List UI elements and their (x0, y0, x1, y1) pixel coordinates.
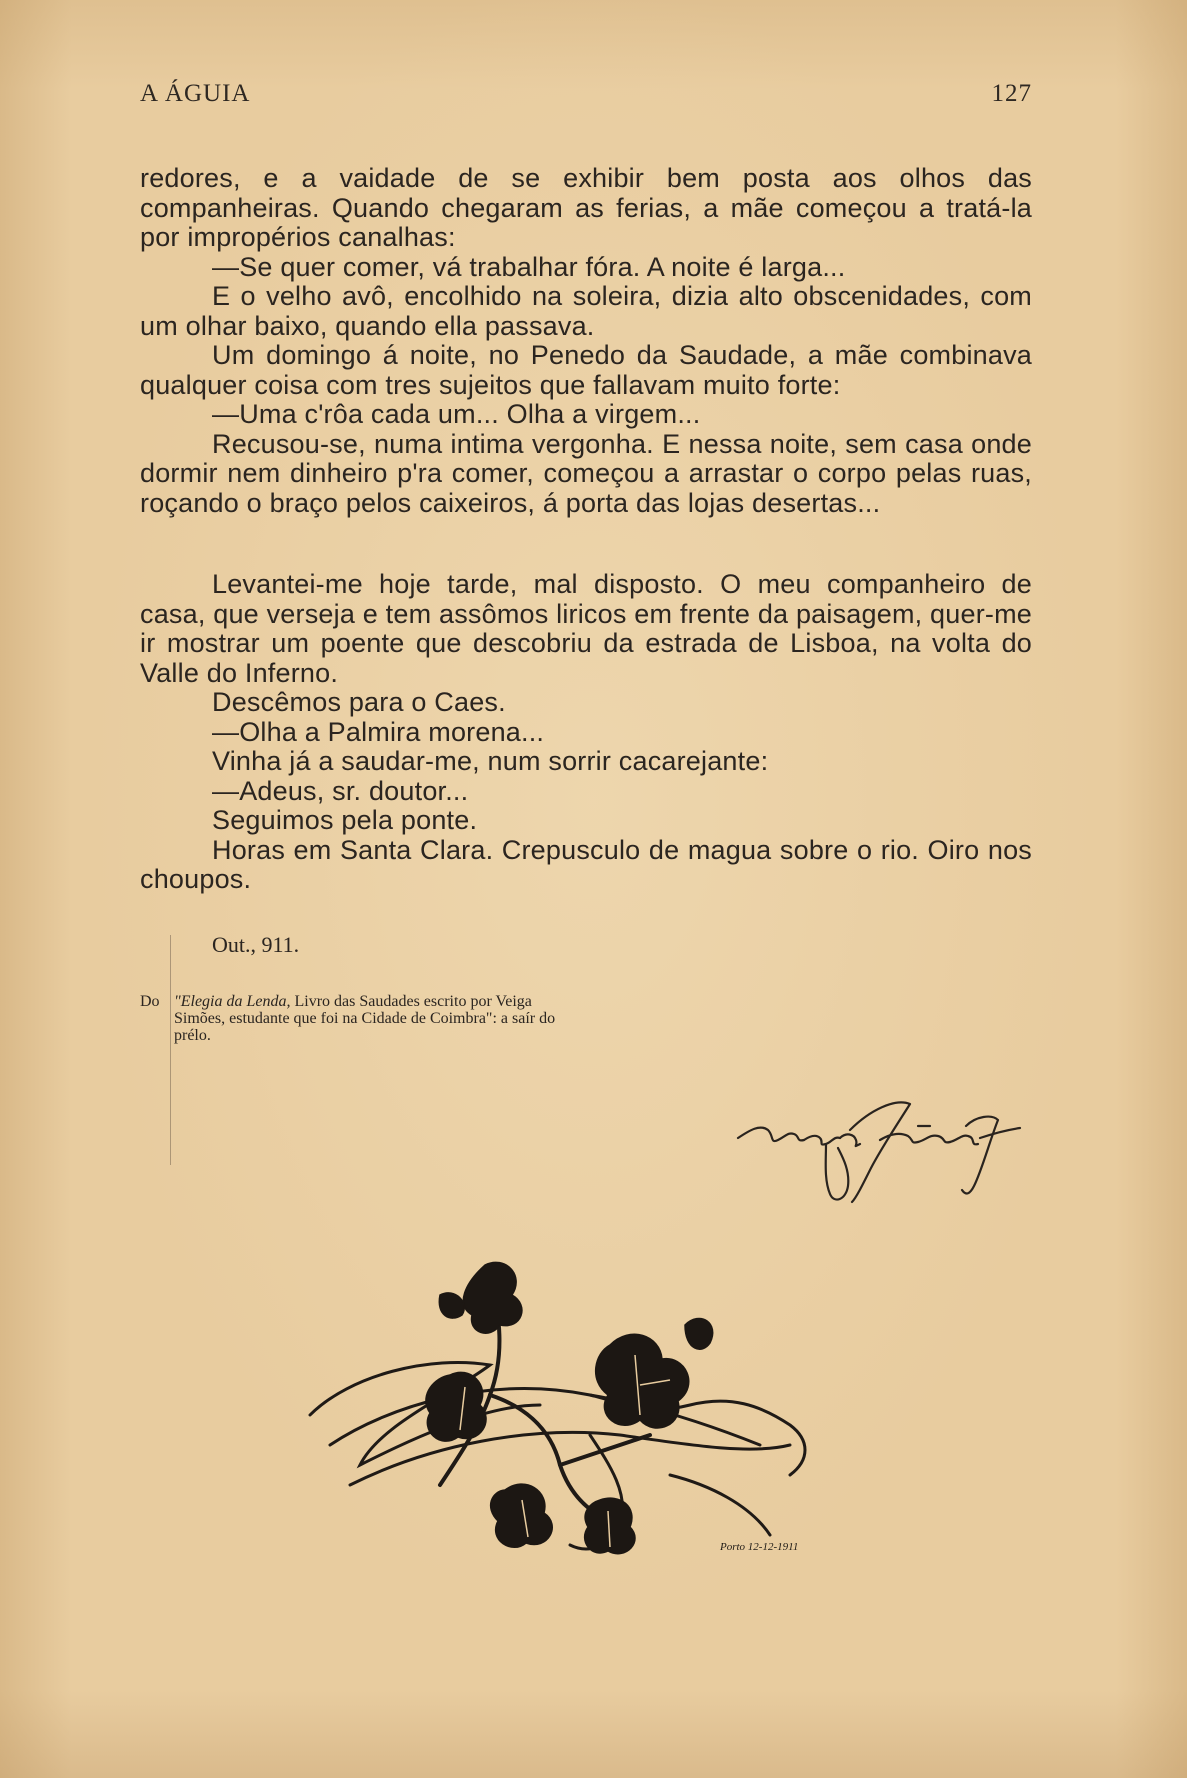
footnote-title: "Elegia da Lenda, (174, 993, 291, 1010)
paragraph: Horas em Santa Clara. Crepusculo de magua sobre o rio. Oiro nos choupos. (140, 834, 1032, 894)
paragraph: Recusou-se, numa intima vergonha. E nessa noite, sem casa onde dormir nem dinheiro p'ra comer, começou a arrastar o corpo pelas ruas, roçando o braço pelos caixeiros, á porta das lojas desertas... (140, 428, 1032, 518)
paragraph: —Uma c'rôa cada um... Olha a virgem... (212, 399, 701, 429)
paragraph: Descêmos para o Caes. (212, 687, 506, 717)
section-break (140, 518, 1032, 570)
paragraph: —Se quer comer, vá trabalhar fóra. A noite é larga... (212, 251, 846, 282)
footnote-lead: Do (140, 993, 160, 1010)
paragraph: Seguimos pela ponte. (212, 805, 478, 835)
page-number: 127 (991, 80, 1032, 107)
paragraph: —Adeus, sr. doutor... (212, 775, 469, 806)
margin-rule (170, 935, 171, 1165)
footnote-body (174, 993, 580, 1044)
journal-title: A ÁGUIA (140, 80, 251, 107)
illustration-signature: Porto 12-12-1911 (720, 1541, 799, 1553)
ivy-illustration (290, 1255, 920, 1595)
date-line: Out., 911. (212, 932, 300, 957)
paragraph: redores, e a vaidade de se exhibir bem posta aos olhos das companheiras. Quando chegaram as ferias, a mãe começou a tratá-la por impropérios canalhas: (140, 163, 1032, 252)
paragraph: Vinha já a saudar-me, num sorrir cacarejante: (212, 746, 769, 776)
paragraph: Levantei-me hoje tarde, mal disposto. O meu companheiro de casa, que verseja e tem assômos liricos em frente da paisagem, quer-me ir mostrar um poente que descobriu da estrada de Lisboa, na volta do Valle do Inferno. (140, 569, 1032, 688)
paragraph: —Olha a Palmira morena... (212, 716, 545, 747)
footnote-text: Livro das Saudades escrito por Veiga Simões, estudante que foi na Cidade de Coimbra": a saír do prélo. (174, 993, 556, 1044)
body-text (140, 164, 1032, 895)
paragraph: Um domingo á noite, no Penedo da Saudade, a mãe combinava qualquer coisa com tres sujeitos que fallavam muito forte: (140, 340, 1032, 400)
footnote (140, 993, 580, 1044)
author-signature (730, 1090, 1030, 1220)
paragraph: E o velho avô, encolhido na soleira, dizia alto obscenidades, com um olhar baixo, quando ella passava. (140, 281, 1032, 341)
